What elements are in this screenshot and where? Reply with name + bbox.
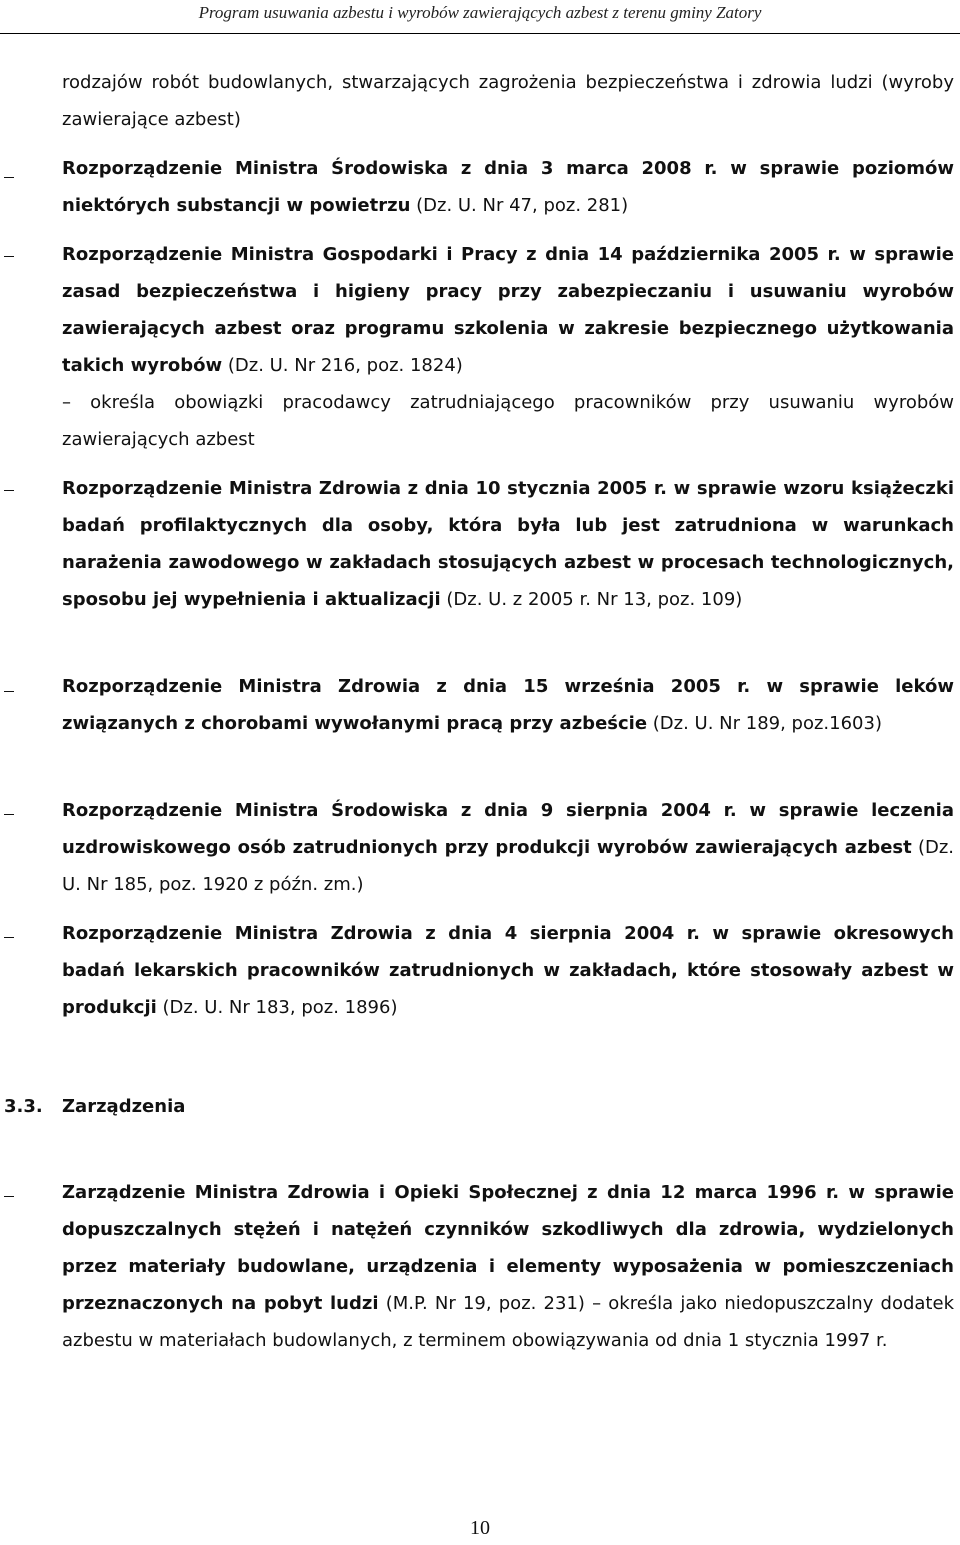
section-number: 3.3. bbox=[4, 1096, 43, 1117]
list-item: Rozporządzenie Ministra Zdrowia z dnia 10 stycznia 2005 r. w sprawie wzoru książeczki badań profilaktycznych dla osoby, która była lub jest zatrudniona w warunkach narażenia zawodowego w zakładach stosujących azbest w procesach technologicznych, sposobu jej wypełnienia i aktualizacji (Dz. U. z 2005 r. Nr 13, poz. 109) bbox=[62, 478, 954, 610]
list-dash bbox=[4, 814, 14, 815]
running-header: Program usuwania azbestu i wyrobów zawierających azbest z terenu gminy Zatory bbox=[198, 3, 762, 22]
list-dash bbox=[4, 490, 14, 491]
page-number: 10 bbox=[470, 1517, 490, 1539]
list-dash bbox=[4, 691, 14, 692]
list-dash bbox=[4, 1196, 14, 1197]
list-item: Rozporządzenie Ministra Środowiska z dnia 3 marca 2008 r. w sprawie poziomów niektórych substancji w powietrzu (Dz. U. Nr 47, poz. 281) bbox=[62, 158, 954, 216]
list-item: Zarządzenie Ministra Zdrowia i Opieki Społecznej z dnia 12 marca 1996 r. w sprawie dopuszczalnych stężeń i natężeń czynników szkodliwych dla zdrowia, wydzielonych przez materiały budowlane, urządzenia i elementy wyposażenia w pomieszczeniach przeznaczonych na pobyt ludzi (M.P. Nr 19, poz. 231) – określa jako niedopuszczalny dodatek azbestu w materiałach budowlanych, z terminem obowiązywania od dnia 1 stycznia 1997 r. bbox=[62, 1182, 954, 1351]
section-title: Zarządzenia bbox=[62, 1096, 186, 1117]
list-dash bbox=[4, 177, 14, 178]
list-item: Rozporządzenie Ministra Środowiska z dnia 9 sierpnia 2004 r. w sprawie leczenia uzdrowiskowego osób zatrudnionych przy produkcji wyrobów zawierających azbest (Dz. U. Nr 185, poz. 1920 z późn. zm.) bbox=[62, 800, 954, 895]
list-dash bbox=[4, 937, 14, 938]
list-item: Rozporządzenie Ministra Zdrowia z dnia 4 sierpnia 2004 r. w sprawie okresowych badań lekarskich pracowników zatrudnionych w zakładach, które stosowały azbest w produkcji (Dz. U. Nr 183, poz. 1896) bbox=[62, 923, 954, 1018]
list-item: Rozporządzenie Ministra Gospodarki i Pracy z dnia 14 października 2005 r. w sprawie zasad bezpieczeństwa i higieny pracy przy zabezpieczaniu i usuwaniu wyrobów zawierających azbest oraz programu szkolenia w zakresie bezpiecznego użytkowania takich wyrobów (Dz. U. Nr 216, poz. 1824) – określa obowiązki pracodawcy zatrudniającego pracowników przy usuwaniu wyrobów zawierających azbest bbox=[62, 244, 954, 450]
list-dash bbox=[4, 256, 14, 257]
section-heading bbox=[4, 1092, 185, 1122]
header-rule bbox=[0, 33, 960, 34]
list-item: Rozporządzenie Ministra Zdrowia z dnia 15 września 2005 r. w sprawie leków związanych z chorobami wywołanymi pracą przy azbeście (Dz. U. Nr 189, poz.1603) bbox=[62, 676, 954, 734]
list-item-continuation: rodzajów robót budowlanych, stwarzających zagrożenia bezpieczeństwa i zdrowia ludzi (wyroby zawierające azbest) bbox=[62, 72, 954, 130]
